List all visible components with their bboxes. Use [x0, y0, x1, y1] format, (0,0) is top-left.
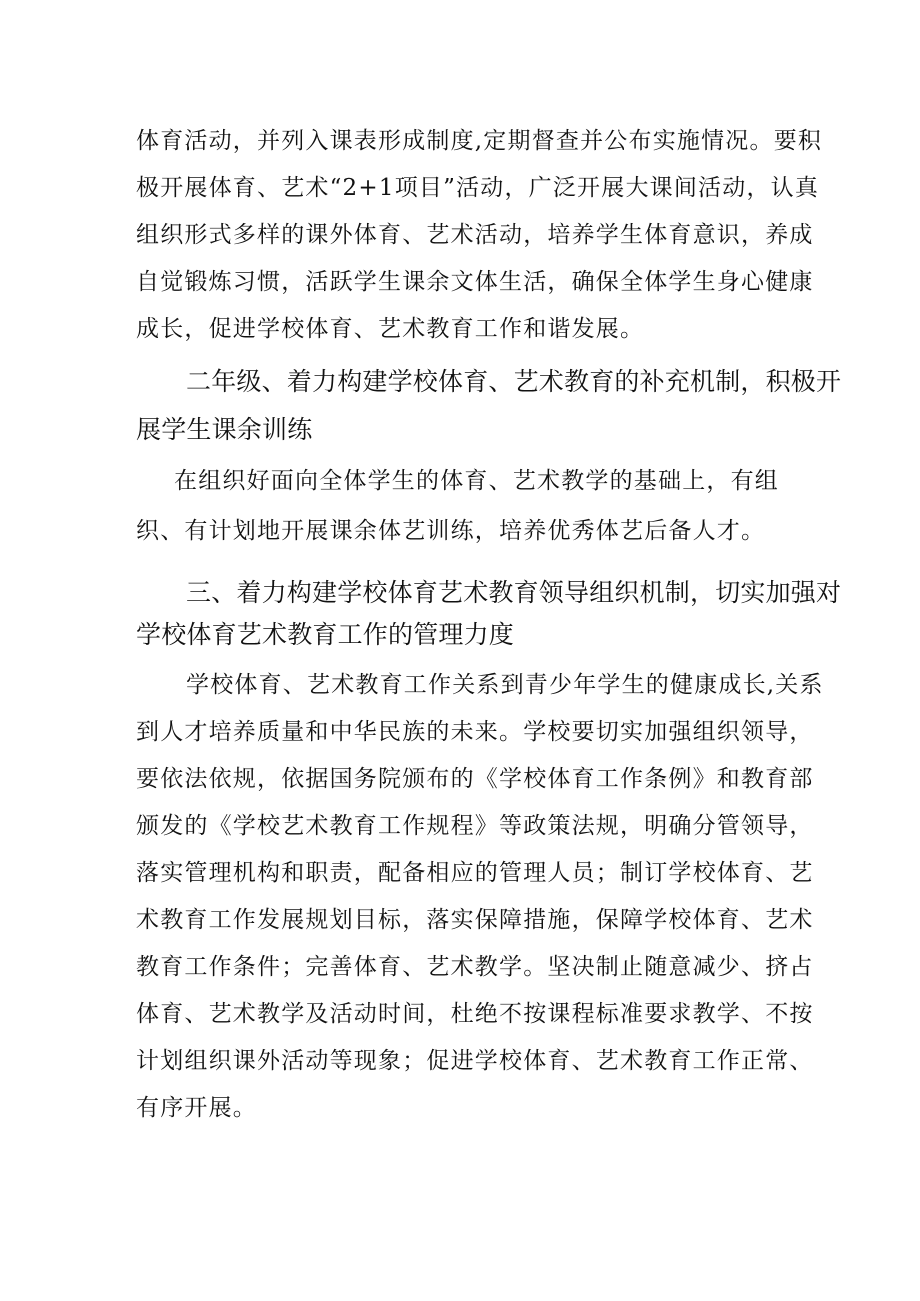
paragraph-line: 有序开展。 — [136, 1095, 257, 1121]
paragraph-line: 学校体育、艺术教育工作关系到青少年学生的健康成长,关系 — [186, 672, 824, 698]
paragraph-line: 织、有计划地开展课余体艺训练，培养优秀体艺后备人才。 — [136, 518, 766, 544]
paragraph-line: 计划组织课外活动等现象；促进学校体育、艺术教育工作正常、 — [136, 1048, 814, 1074]
paragraph-line: 在组织好面向全体学生的体育、艺术教学的基础上，有组 — [174, 468, 779, 494]
paragraph-line: 自觉锻炼习惯，活跃学生课余文体生活，确保全体学生身心健康 — [136, 269, 814, 295]
paragraph-line: 落实管理机构和职责，配备相应的管理人员；制订学校体育、艺 — [136, 860, 814, 886]
heading-line: 学校体育艺术教育工作的管理力度 — [136, 620, 515, 649]
paragraph-line: 术教育工作发展规划目标，落实保障措施，保障学校体育、艺术 — [136, 907, 814, 933]
paragraph-line: 极开展体育、艺术“2+1项目”活动，广泛开展大课间活动，认真 — [136, 175, 820, 201]
paragraph-line: 成长，促进学校体育、艺术教育工作和谐发展。 — [136, 316, 645, 342]
paragraph-line: 颁发的《学校艺术教育工作规程》等政策法规，明确分管领导， — [136, 813, 814, 839]
paragraph-line: 到人才培养质量和中华民族的未来。学校要切实加强组织领导， — [136, 719, 814, 745]
paragraph-line: 体育活动，并列入课表形成制度,定期督查并公布实施情况。要积 — [136, 128, 823, 154]
paragraph-line: 体育、艺术教学及活动时间，杜绝不按课程标准要求教学、不按 — [136, 1001, 814, 1027]
paragraph-line: 组织形式多样的课外体育、艺术活动，培养学生体育意识，养成 — [136, 222, 814, 248]
heading-line: 三、着力构建学校体育艺术教育领导组织机制，切实加强对 — [186, 578, 842, 607]
paragraph-line: 要依法依规，依据国务院颁布的《学校体育工作条例》和教育部 — [136, 766, 814, 792]
heading-line: 二年级、着力构建学校体育、艺术教育的补充机制，积极开 — [186, 367, 842, 396]
heading-line: 展学生课余训练 — [136, 415, 313, 444]
paragraph-line: 教育工作条件；完善体育、艺术教学。坚决制止随意减少、挤占 — [136, 954, 814, 980]
